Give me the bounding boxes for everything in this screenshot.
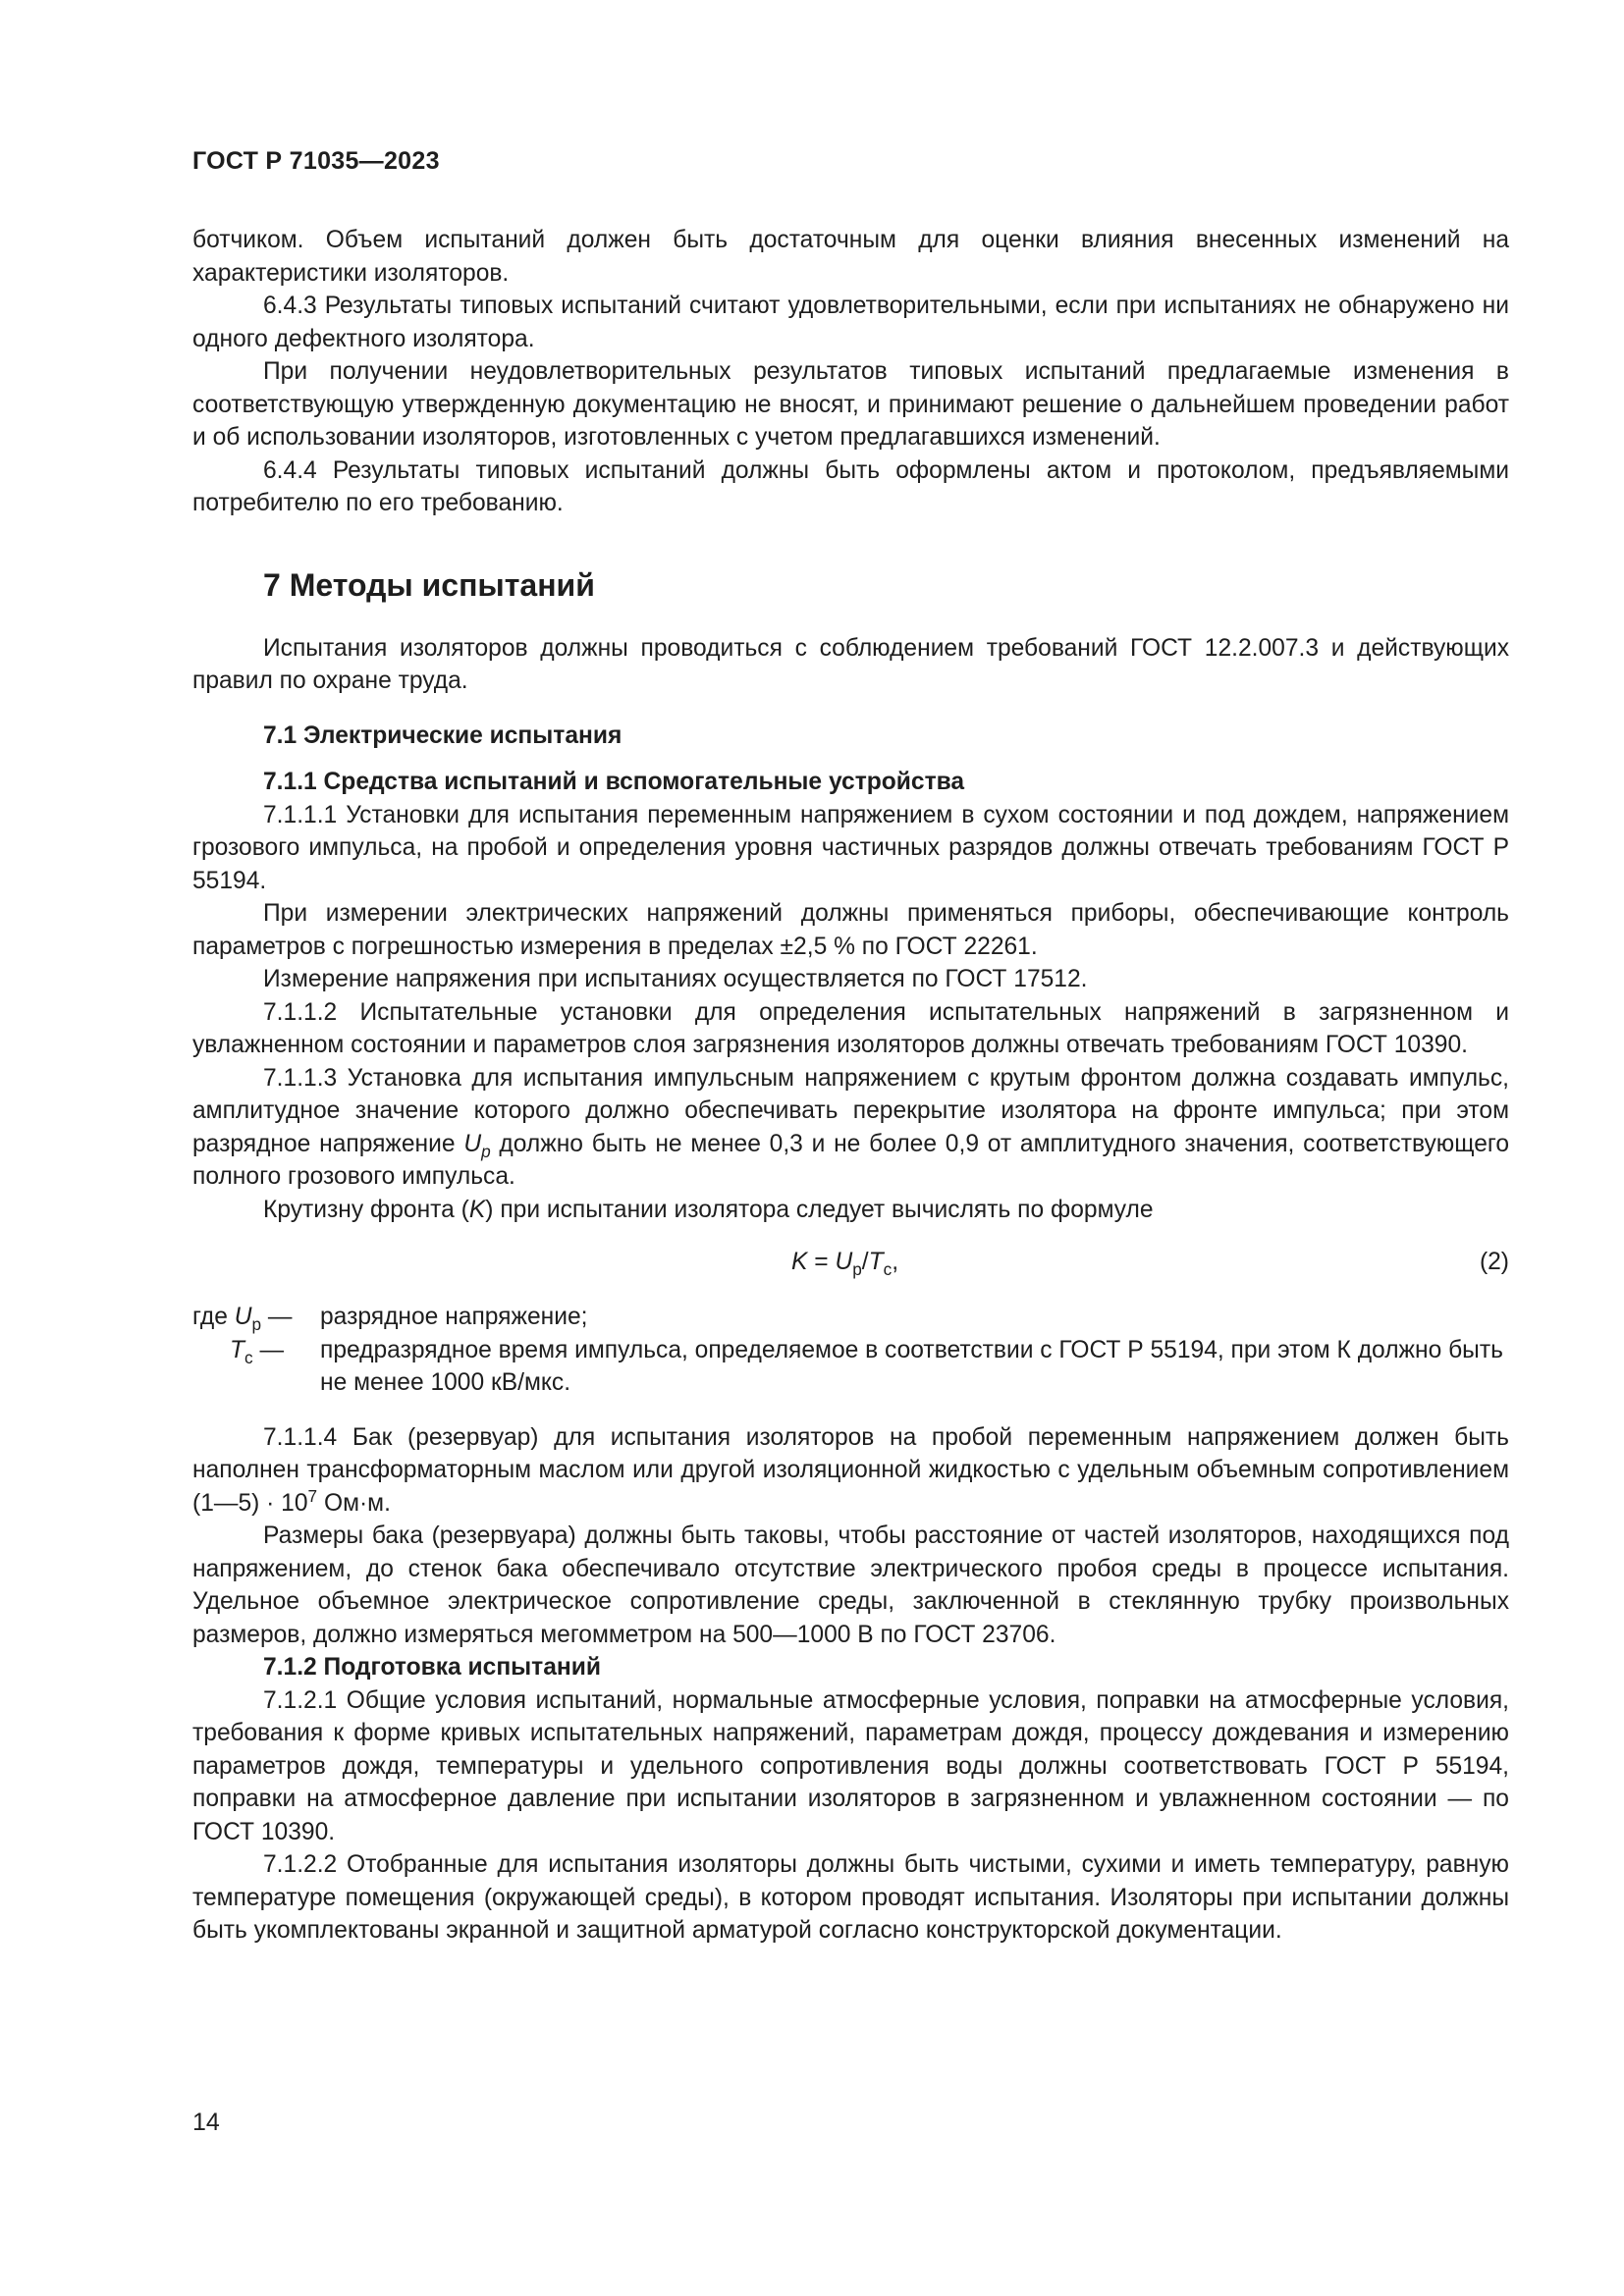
paragraph: 7.1.2.2 Отобранные для испытания изоляторы должны быть чистыми, сухими и иметь температуру, равную температуре помещения (окружающей среды), в котором проводят испытания. Изоляторы при испытании должны быть укомплектованы экранной и защитной арматурой согласно конструкторской документации. [192,1851,1509,1944]
paragraph: Размеры бака (резервуара) должны быть таковы, чтобы расстояние от частей изоляторов, находящихся под напряжением, до стенок бака обеспечивало отсутствие электрического пробоя среды в процессе испытания. Удельное объемное электрическое сопротивление среды, заключенной в стеклянную трубку произвольных размеров, должно измеряться мегомметром на 500—1000 В по ГОСТ 23706. [192,1522,1509,1648]
paragraph: При измерении электрических напряжений должны применяться приборы, обеспечивающие контроль параметров с погрешностью измерения в пределах ±2,5 % по ГОСТ 22261. [192,900,1509,960]
paragraph: 7.1.1.2 Испытательные установки для определения испытательных напряжений в загрязненном и увлажненном состоянии и параметров слоя загрязнения изоляторов должны отвечать требованиям ГОСТ 10390. [192,998,1509,1058]
paragraph: Испытания изоляторов должны проводиться с соблюдением требований ГОСТ 12.2.007.3 и действующих правил по охране труда. [192,634,1509,694]
subsection-7-1-2-title: 7.1.2 Подготовка испытаний [263,1654,601,1681]
paragraph: 7.1.2.1 Общие условия испытаний, нормальные атмосферные условия, поправки на атмосферные условия, требования к форме кривых испытательных напряжений, параметрам дождя, процессу дождевания и измерению параметров дождя, температуры и удельного сопротивления воды должны соответствовать ГОСТ Р 55194, поправки на атмосферное давление при испытании изоляторов в загрязненном и увлажненном состоянии — по ГОСТ 10390. [192,1686,1509,1845]
symbol-k: K [468,1196,486,1223]
formula-legend [192,1301,1509,1400]
formula-expression: $K = U_p/T_c$, [791,1249,899,1279]
section-7-title: 7 Методы испытаний [263,566,595,603]
paragraph: 7.1.1.4 Бак (резервуар) для испытания изоляторов на пробой переменным напряжением должен быть наполнен трансформаторным маслом или другой изоляционной жидкостью с удельным объемным сопротивлением (1—5) · $10^7$ Ом·м. [192,1423,1509,1517]
page-number: 14 [192,2109,220,2136]
formula-2 [192,1242,1509,1291]
paragraph: 6.4.3 Результаты типовых испытаний считают удовлетворительными, если при испытаниях не обнаружено ни одного дефектного изолятора. [192,293,1509,352]
document-body [192,224,1509,1948]
subsection-7-1-1-title: 7.1.1 Средства испытаний и вспомогательные устройства [263,769,965,795]
formula-number: (2) [1479,1249,1509,1275]
legend-item: $T_c$ — предразрядное время импульса, определяемое в соответствии с ГОСТ Р 55194, при этом К должно быть не менее 1000 кВ/мкс. [230,1336,1503,1396]
subsection-7-1-title: 7.1 Электрические испытания [263,721,623,749]
paragraph: При получении неудовлетворительных результатов типовых испытаний предлагаемые изменения в соответствующую утвержденную документацию не вносят, и принимают решение о дальнейшем проведении работ и об использовании изоляторов, изготовленных с учетом предлагавшихся изменений. [192,358,1509,451]
paragraph: 7.1.1.1 Установки для испытания переменным напряжением в сухом состоянии и под дождем, напряжением грозового импульса, на пробой и определения уровня частичных разрядов должны отвечать требованиям ГОСТ Р 55194. [192,801,1509,894]
paragraph: 7.1.1.3 Установка для испытания импульсным напряжением с крутым фронтом должна создавать импульс, амплитудное значение которого должно обеспечивать перекрытие изолятора на фронте импульса; при этом разрядное напряжение $U_p$ должно быть не менее 0,3 и не более 0,9 от амплитудного значения, соответствующего полного грозового импульса. [192,1064,1509,1190]
document-code-header: ГОСТ Р 71035—2023 [192,147,440,175]
paragraph: ботчиком. Объем испытаний должен быть достаточным для оценки влияния внесенных изменений на характеристики изоляторов. [192,227,1509,287]
symbol-u: U [463,1130,482,1157]
paragraph: 6.4.4 Результаты типовых испытаний должны быть оформлены актом и протоколом, предъявляемыми потребителю по его требованию. [192,456,1509,516]
paragraph: Измерение напряжения при испытаниях осуществляется по ГОСТ 17512. [263,966,1088,992]
paragraph: Крутизну фронта (K) при испытании изолятора следует вычислять по формуле [263,1196,1154,1223]
legend-item: где $U_p$ — разрядное напряжение; [192,1304,588,1334]
